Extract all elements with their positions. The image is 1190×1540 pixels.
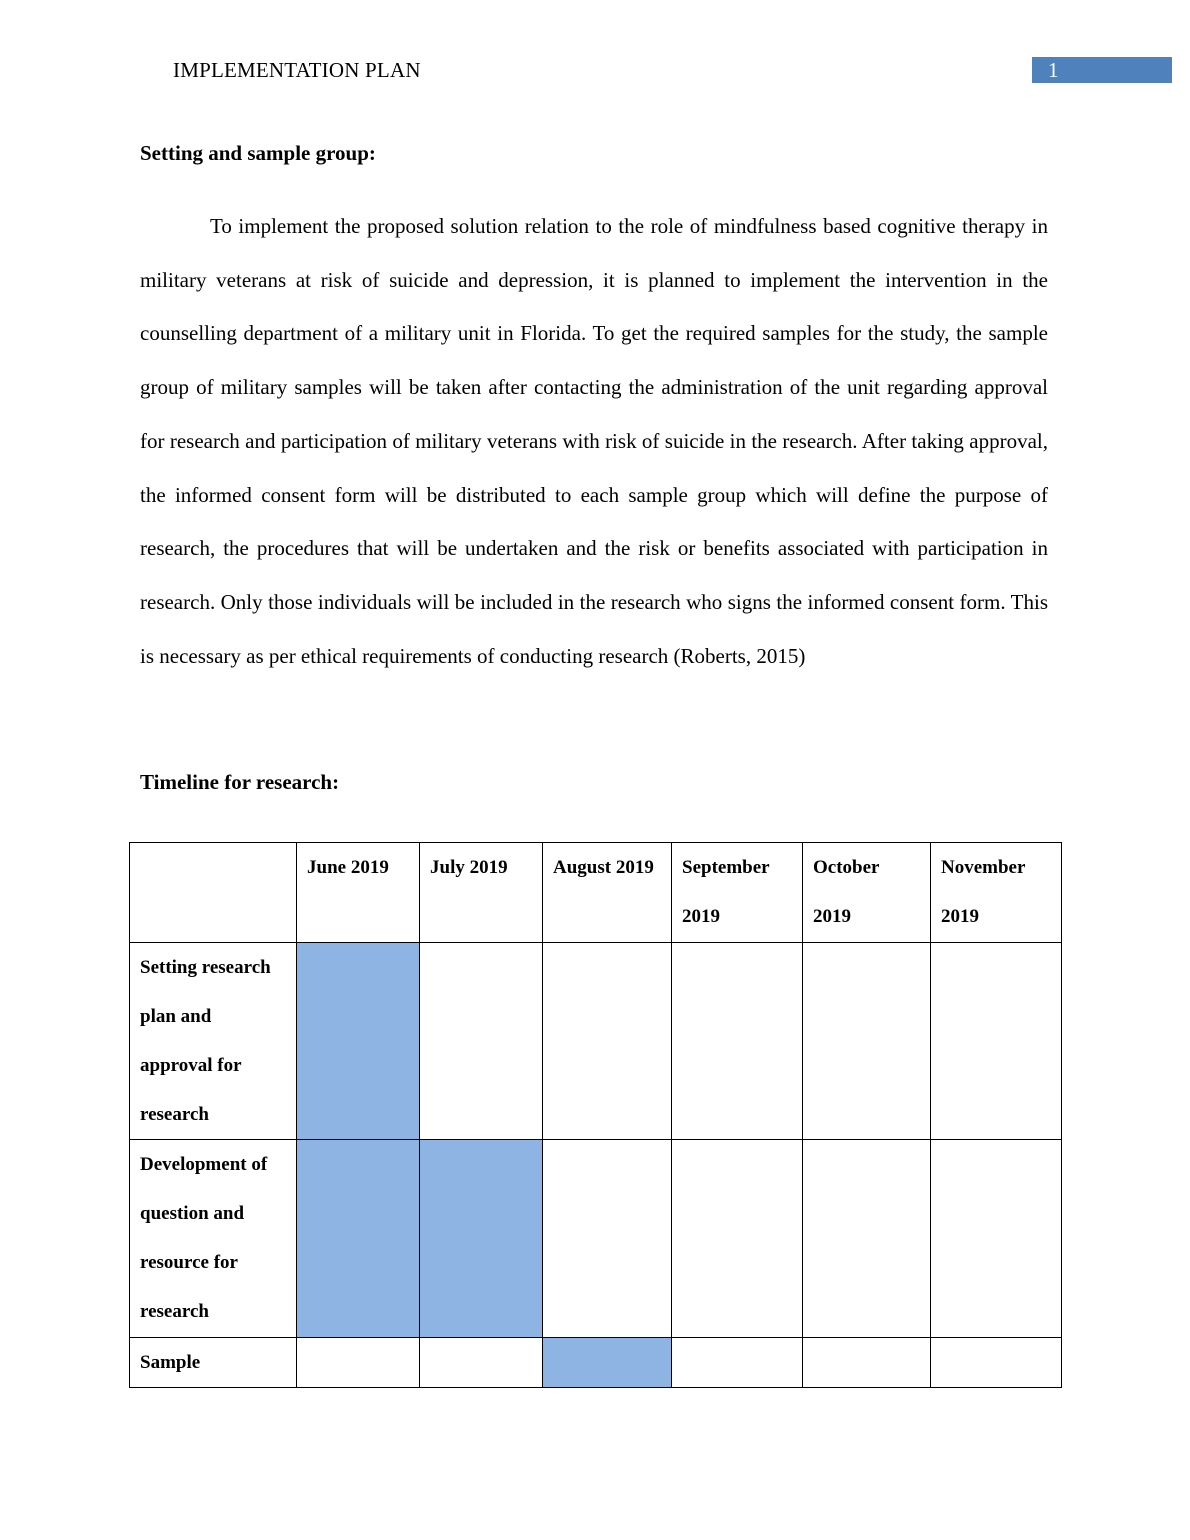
setting-paragraph: To implement the proposed solution relation to the role of mindfulness based cognitive therapy in military veterans at risk of suicide and depression, it is planned to implement the intervention in the counselling department of a military unit in Florida. To get the required samples for the study, the sample group of military samples will be taken after contacting the administration of the unit regarding approval for research and participation of military veterans with risk of suicide in the research. After taking approval, the informed consent form will be distributed to each sample group which will define the purpose of research, the procedures that will be undertaken and the risk or benefits associated with participation in research. Only those individuals will be included in the research who signs the informed consent form. This is necessary as per ethical requirements of conducting research (Roberts, 2015) — [140, 214, 1048, 668]
table-row — [130, 1338, 1062, 1388]
timeline-cell — [672, 1140, 803, 1338]
column-header-june: June 2019 — [297, 843, 420, 943]
timeline-table — [129, 842, 1062, 1388]
timeline-cell — [420, 1338, 543, 1388]
column-header-august: August 2019 — [543, 843, 672, 943]
table-row — [130, 1140, 1062, 1338]
timeline-cell — [543, 943, 672, 1140]
timeline-cell — [931, 943, 1062, 1140]
page-number-box — [1032, 57, 1172, 83]
row-label-development-of-question: Development of question and resource for research — [130, 1140, 297, 1338]
timeline-cell — [803, 1140, 931, 1338]
timeline-cell — [672, 943, 803, 1140]
timeline-cell — [803, 943, 931, 1140]
timeline-cell — [672, 1338, 803, 1388]
timeline-cell — [543, 1338, 672, 1388]
timeline-cell — [543, 1140, 672, 1338]
timeline-cell — [420, 1140, 543, 1338]
timeline-cell — [931, 1140, 1062, 1338]
page-number: 1 — [1048, 58, 1059, 82]
running-head: IMPLEMENTATION PLAN — [173, 58, 421, 82]
timeline-cell — [297, 1338, 420, 1388]
row-label-setting-research-plan: Setting research plan and approval for research — [130, 943, 297, 1140]
timeline-cell — [420, 943, 543, 1140]
header-corner-cell — [130, 843, 297, 943]
setting-heading: Setting and sample group: — [140, 141, 376, 165]
column-header-october: October 2019 — [803, 843, 931, 943]
column-header-november: November 2019 — [931, 843, 1062, 943]
column-header-july: July 2019 — [420, 843, 543, 943]
timeline-cell — [931, 1338, 1062, 1388]
timeline-cell — [297, 1140, 420, 1338]
timeline-heading: Timeline for research: — [140, 770, 340, 794]
table-header-row — [130, 843, 1062, 943]
timeline-cell — [803, 1338, 931, 1388]
row-label-sample: Sample — [130, 1338, 297, 1388]
timeline-cell — [297, 943, 420, 1140]
column-header-september: September 2019 — [672, 843, 803, 943]
table-row — [130, 943, 1062, 1140]
